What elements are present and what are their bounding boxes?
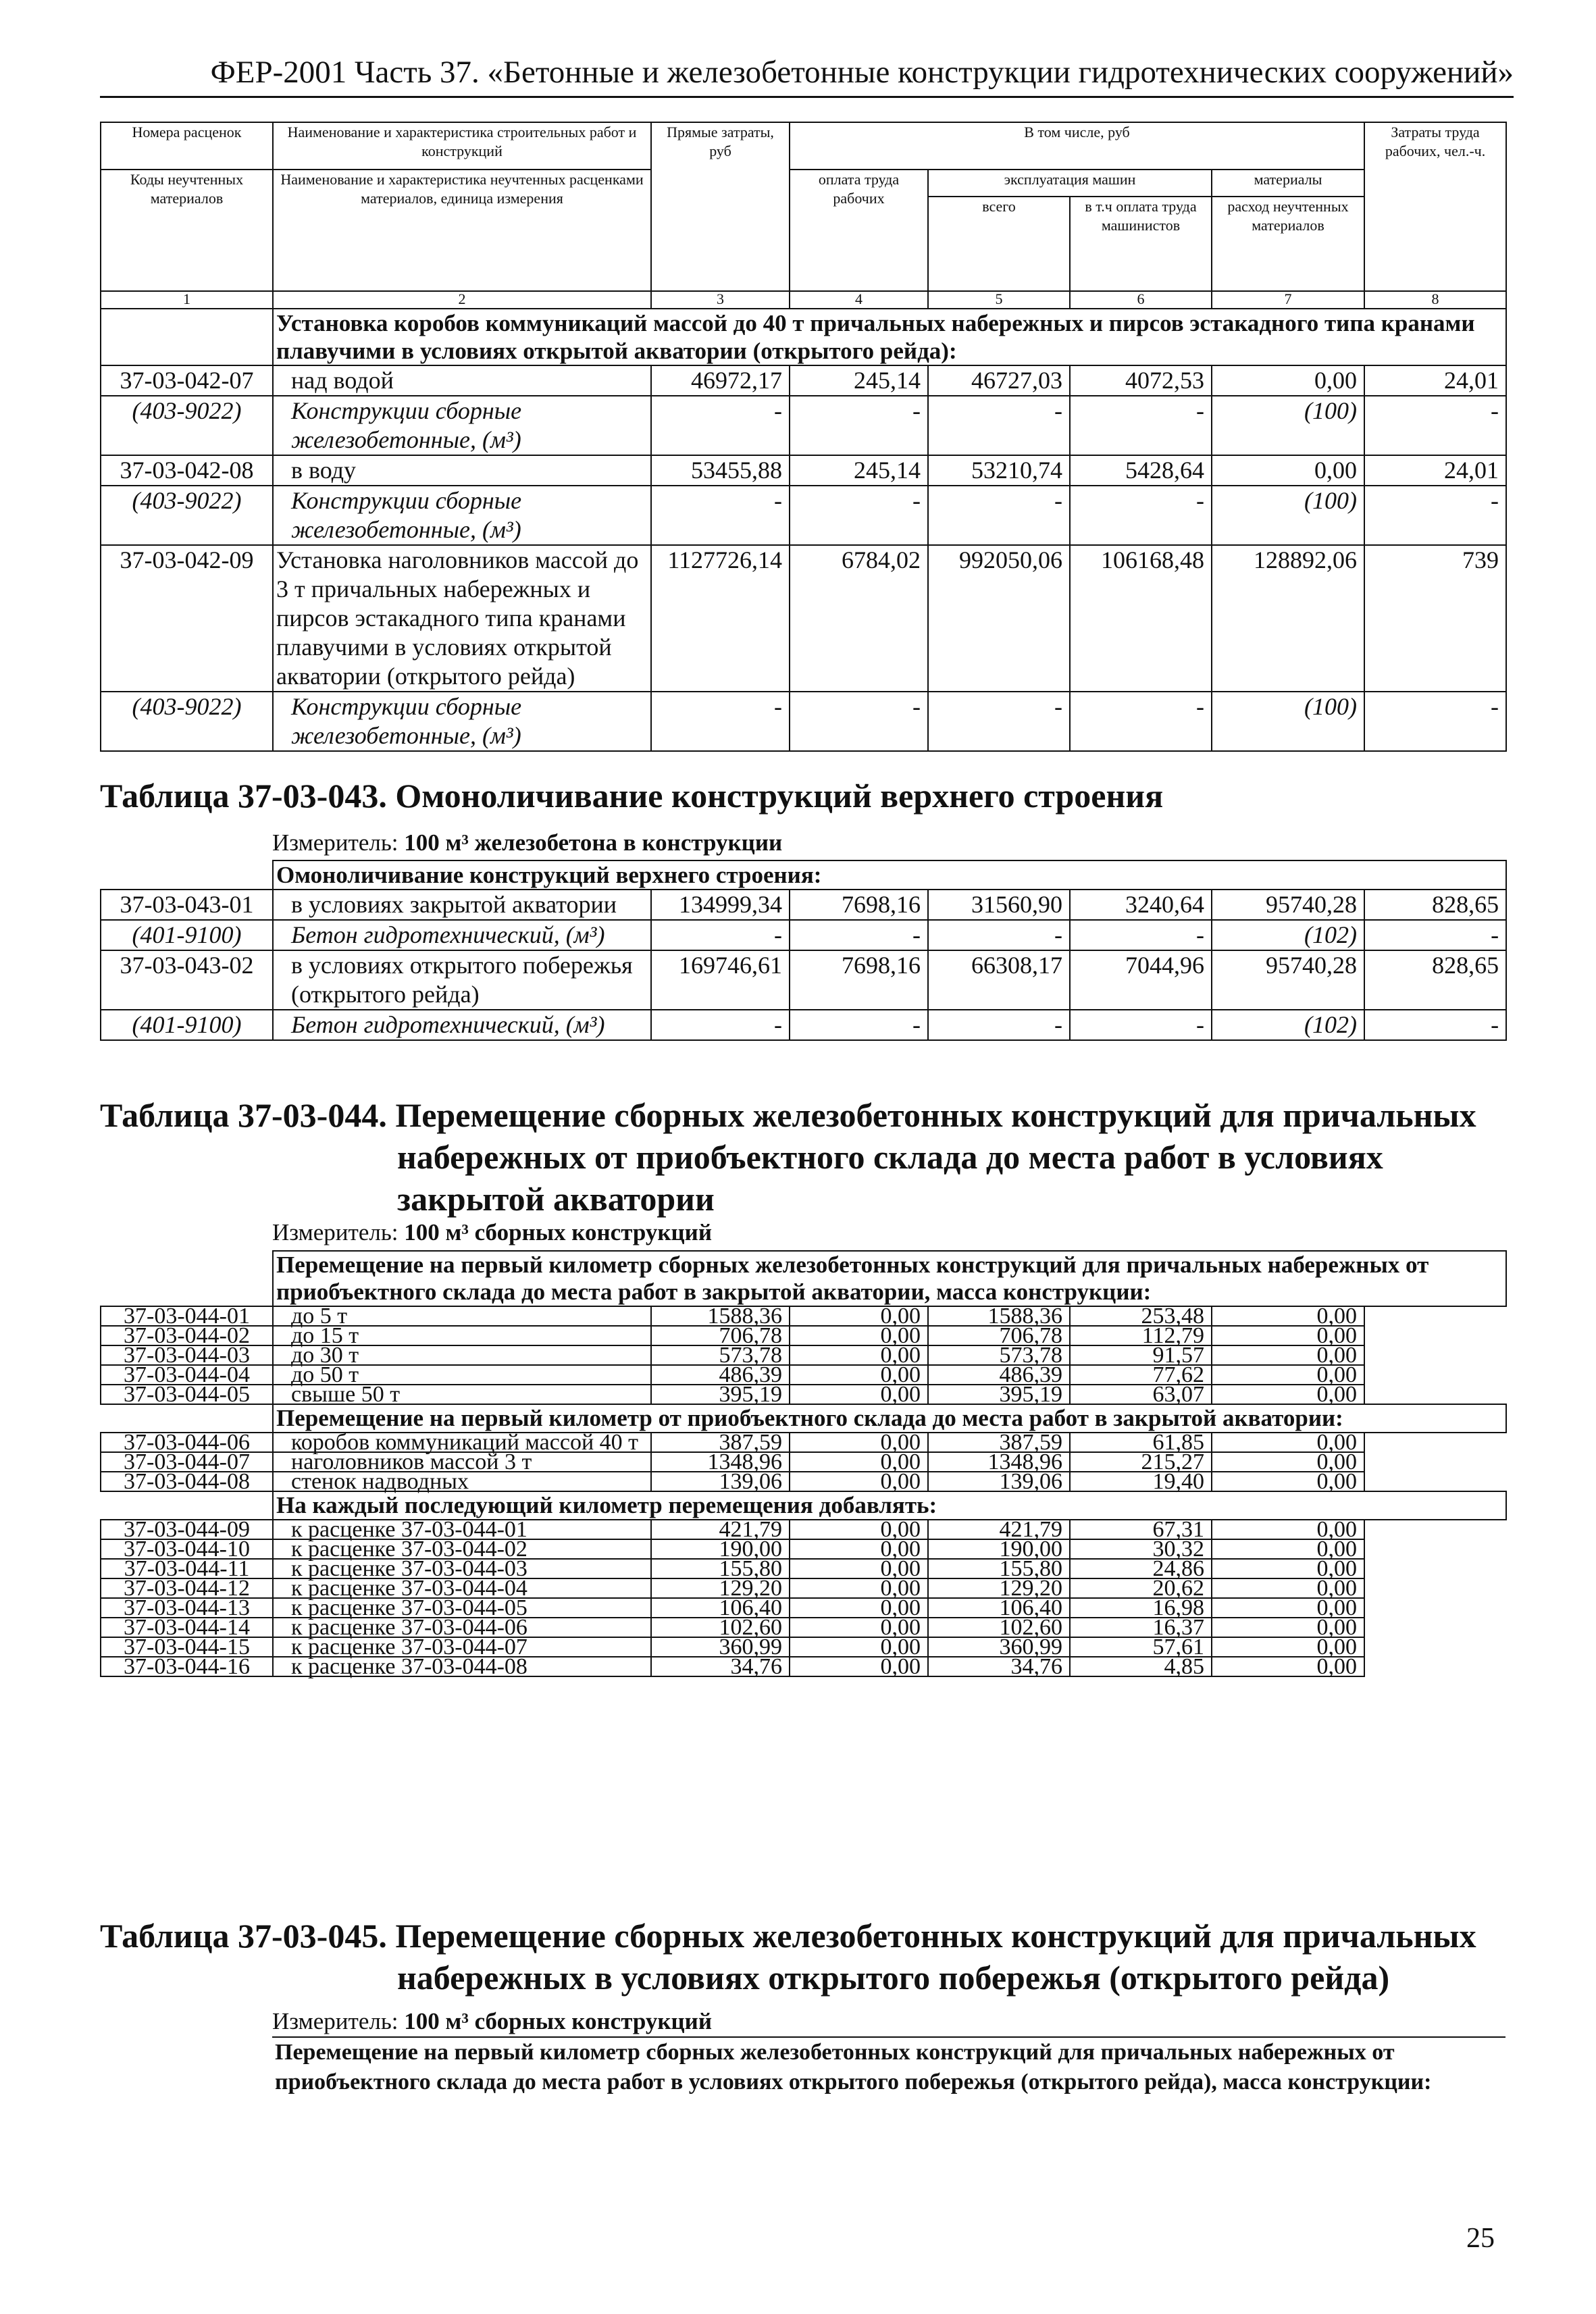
operators-cost: 4,85: [1070, 1657, 1212, 1676]
col5-machines-total: всего: [928, 197, 1070, 291]
rate-name: в условиях закрытой акватории: [273, 890, 651, 920]
table-044-title: [100, 1094, 1476, 1220]
rate-name: до 5 т: [273, 1306, 651, 1326]
operators-cost: 20,62: [1070, 1578, 1212, 1598]
col2-bottom: Наименование и характеристика неучтенных расценками материалов, единица измерения: [273, 170, 651, 291]
material-dash: -: [651, 920, 790, 950]
rate-name: до 15 т: [273, 1326, 651, 1345]
rate-name: в условиях открытого побережья (открытого рейда): [273, 950, 651, 1010]
col7-materials: расход неучтенных материалов: [1212, 197, 1364, 291]
labor-hours: 828,65: [1364, 950, 1506, 1010]
machines-cost: 360,99: [928, 1637, 1070, 1657]
table-row: [101, 1657, 1506, 1676]
materials-cost: 0,00: [1212, 1365, 1364, 1385]
rate-name: в воду: [273, 455, 651, 486]
direct-cost: 139,06: [651, 1472, 790, 1491]
machines-cost: 66308,17: [928, 950, 1070, 1010]
operators-cost: 16,98: [1070, 1598, 1212, 1618]
machines-cost: 139,06: [928, 1472, 1070, 1491]
material-dash: -: [1070, 692, 1212, 751]
rate-code: 37-03-044-13: [101, 1598, 273, 1618]
material-dash: -: [1364, 486, 1506, 545]
measure-value: 100 м³ сборных конструкций: [404, 2008, 713, 2034]
machines-cost: 106,40: [928, 1598, 1070, 1618]
material-dash: -: [790, 486, 928, 545]
material-dash: -: [1070, 396, 1212, 455]
materials-cost: 0,00: [1212, 1306, 1364, 1326]
rate-code: 37-03-042-08: [101, 455, 273, 486]
material-dash: -: [928, 920, 1070, 950]
operators-cost: 112,79: [1070, 1326, 1212, 1345]
material-name: Бетон гидротехнический, (м³): [273, 920, 651, 950]
header-rule: [100, 96, 1514, 98]
labor-hours: 739: [1364, 545, 1506, 692]
direct-cost: 102,60: [651, 1618, 790, 1637]
direct-cost: 486,39: [651, 1365, 790, 1385]
running-header: ФЕР-2001 Часть 37. «Бетонные и железобетонные конструкции гидротехнических сооружений»: [210, 55, 1514, 90]
measure-label: Измеритель:: [272, 829, 398, 856]
machines-cost: 992050,06: [928, 545, 1070, 692]
table-043-measure: [272, 829, 782, 856]
operators-cost: 16,37: [1070, 1618, 1212, 1637]
table-045: [272, 2036, 1505, 2097]
materials-cost: 0,00: [1212, 1637, 1364, 1657]
materials-cost: 0,00: [1212, 1657, 1364, 1676]
title-line: набережных от приобъектного склада до места работ в условиях: [397, 1138, 1383, 1176]
direct-cost: 573,78: [651, 1345, 790, 1365]
rate-name: свыше 50 т: [273, 1385, 651, 1404]
material-dash: -: [1364, 396, 1506, 455]
table-044-measure: [272, 1219, 712, 1246]
material-quantity: (102): [1212, 1010, 1364, 1040]
direct-cost: 190,00: [651, 1539, 790, 1559]
direct-cost: 1127726,14: [651, 545, 790, 692]
labor-hours: 828,65: [1364, 890, 1506, 920]
page-number: 25: [1466, 2223, 1495, 2254]
machines-cost: 155,80: [928, 1559, 1070, 1578]
title-line: Таблица 37-03-044. Перемещение сборных железобетонных конструкций для причальных: [100, 1096, 1476, 1134]
group-materials: материалы: [1212, 170, 1364, 197]
materials-cost: 0,00: [1212, 1452, 1364, 1472]
rate-code: 37-03-044-05: [101, 1385, 273, 1404]
title-line: набережных в условиях открытого побережья (открытого рейда): [397, 1959, 1390, 1997]
material-dash: -: [1070, 486, 1212, 545]
material-quantity: (100): [1212, 486, 1364, 545]
rate-name: Установка наголовников массой до 3 т причальных набережных и пирсов эстакадного типа кранами плавучими в условиях открытой акватории (открытого рейда): [273, 545, 651, 692]
material-dash: -: [928, 486, 1070, 545]
labor-cost: 245,14: [790, 455, 928, 486]
rate-name: стенок надводных: [273, 1472, 651, 1491]
labor-hours: 24,01: [1364, 365, 1506, 396]
materials-cost: 0,00: [1212, 1385, 1364, 1404]
col3-direct: Прямые затраты, руб: [651, 122, 790, 291]
materials-cost: 0,00: [1212, 1618, 1364, 1637]
direct-cost: 395,19: [651, 1385, 790, 1404]
direct-cost: 360,99: [651, 1637, 790, 1657]
material-dash: -: [790, 1010, 928, 1040]
rate-name: к расценке 37-03-044-07: [273, 1637, 651, 1657]
labor-cost: 7698,16: [790, 950, 928, 1010]
labor-cost: 0,00: [790, 1539, 928, 1559]
direct-cost: 53455,88: [651, 455, 790, 486]
measure-label: Измеритель:: [272, 1219, 398, 1245]
labor-cost: 0,00: [790, 1657, 928, 1676]
rate-name: к расценке 37-03-044-06: [273, 1618, 651, 1637]
material-dash: -: [790, 920, 928, 950]
materials-cost: 0,00: [1212, 1345, 1364, 1365]
labor-cost: 0,00: [790, 1433, 928, 1452]
operators-cost: 24,86: [1070, 1559, 1212, 1578]
machines-cost: 706,78: [928, 1326, 1070, 1345]
group-machines: эксплуатация машин: [928, 170, 1212, 197]
materials-cost: 0,00: [1212, 1472, 1364, 1491]
machines-cost: 46727,03: [928, 365, 1070, 396]
materials-cost: 95740,28: [1212, 890, 1364, 920]
table-043-title: Таблица 37-03-043. Омоноличивание конструкций верхнего строения: [100, 777, 1164, 815]
operators-cost: 63,07: [1070, 1385, 1212, 1404]
operators-cost: 7044,96: [1070, 950, 1212, 1010]
operators-cost: 5428,64: [1070, 455, 1212, 486]
table-045-measure: [272, 2008, 712, 2035]
table-045-title: [100, 1915, 1476, 1999]
machines-cost: 31560,90: [928, 890, 1070, 920]
machines-cost: 486,39: [928, 1365, 1070, 1385]
measure-value: 100 м³ железобетона в конструкции: [404, 829, 783, 856]
rate-name: над водой: [273, 365, 651, 396]
direct-cost: 134999,34: [651, 890, 790, 920]
rate-code: 37-03-044-10: [101, 1539, 273, 1559]
col1-top: Номера расценок: [101, 122, 273, 170]
materials-cost: 95740,28: [1212, 950, 1364, 1010]
rate-name: к расценке 37-03-044-03: [273, 1559, 651, 1578]
labor-cost: 0,00: [790, 1326, 928, 1345]
machines-cost: 1348,96: [928, 1452, 1070, 1472]
machines-cost: 53210,74: [928, 455, 1070, 486]
operators-cost: 4072,53: [1070, 365, 1212, 396]
rate-code: 37-03-043-02: [101, 950, 273, 1010]
rate-name: к расценке 37-03-044-04: [273, 1578, 651, 1598]
operators-cost: 253,48: [1070, 1306, 1212, 1326]
material-code: (403-9022): [101, 692, 273, 751]
rate-code: 37-03-044-02: [101, 1326, 273, 1345]
machines-cost: 34,76: [928, 1657, 1070, 1676]
rate-name: коробов коммуникаций массой 40 т: [273, 1433, 651, 1452]
material-name: Конструкции сборные железобетонные, (м³): [273, 486, 651, 545]
material-quantity: (100): [1212, 692, 1364, 751]
direct-cost: 1588,36: [651, 1306, 790, 1326]
labor-cost: 0,00: [790, 1578, 928, 1598]
material-dash: -: [651, 1010, 790, 1040]
material-name: Конструкции сборные железобетонные, (м³): [273, 396, 651, 455]
labor-cost: 0,00: [790, 1598, 928, 1618]
labor-cost: 0,00: [790, 1637, 928, 1657]
section-heading: Перемещение на первый километр сборных железобетонных конструкций для причальных набережных от приобъектного склада до места работ в закрытой акватории, масса конструкции:: [273, 1251, 1506, 1306]
material-dash: -: [1364, 1010, 1506, 1040]
col2-top: Наименование и характеристика строительных работ и конструкций: [273, 122, 651, 170]
material-code: (401-9100): [101, 920, 273, 950]
rate-code: 37-03-044-09: [101, 1520, 273, 1539]
section-heading: На каждый последующий километр перемещения добавлять:: [273, 1491, 1506, 1520]
rate-name: к расценке 37-03-044-01: [273, 1520, 651, 1539]
operators-cost: 91,57: [1070, 1345, 1212, 1365]
rate-name: к расценке 37-03-044-08: [273, 1657, 651, 1676]
col-number: 1: [101, 291, 273, 309]
section-heading: Омоноличивание конструкций верхнего строения:: [273, 860, 1506, 890]
measure-value: 100 м³ сборных конструкций: [404, 1219, 713, 1245]
operators-cost: 106168,48: [1070, 545, 1212, 692]
direct-cost: 106,40: [651, 1598, 790, 1618]
operators-cost: 77,62: [1070, 1365, 1212, 1385]
title-line: закрытой акватории: [397, 1180, 715, 1218]
materials-cost: 0,00: [1212, 1559, 1364, 1578]
rate-code: 37-03-044-06: [101, 1433, 273, 1452]
materials-cost: 0,00: [1212, 1598, 1364, 1618]
operators-cost: 67,31: [1070, 1520, 1212, 1539]
operators-cost: 61,85: [1070, 1433, 1212, 1452]
group-including: В том числе, руб: [790, 122, 1364, 170]
materials-cost: 128892,06: [1212, 545, 1364, 692]
col-number: 2: [273, 291, 651, 309]
labor-cost: 0,00: [790, 1559, 928, 1578]
labor-cost: 6784,02: [790, 545, 928, 692]
materials-cost: 0,00: [1212, 1578, 1364, 1598]
labor-cost: 245,14: [790, 365, 928, 396]
labor-cost: 0,00: [790, 1306, 928, 1326]
direct-cost: 387,59: [651, 1433, 790, 1452]
material-dash: -: [1070, 920, 1212, 950]
material-dash: -: [1070, 1010, 1212, 1040]
labor-cost: 0,00: [790, 1520, 928, 1539]
operators-cost: 57,61: [1070, 1637, 1212, 1657]
material-dash: -: [651, 692, 790, 751]
material-name: Конструкции сборные железобетонные, (м³): [273, 692, 651, 751]
operators-cost: 215,27: [1070, 1452, 1212, 1472]
rate-name: до 50 т: [273, 1365, 651, 1385]
material-dash: -: [1364, 920, 1506, 950]
rate-code: 37-03-044-12: [101, 1578, 273, 1598]
section-heading: Установка коробов коммуникаций массой до 40 т причальных набережных и пирсов эстакадного типа кранами плавучими в условиях открытой акватории (открытого рейда):: [273, 309, 1506, 365]
rate-code: 37-03-044-07: [101, 1452, 273, 1472]
table-row: [101, 1385, 1506, 1404]
rate-code: 37-03-044-08: [101, 1472, 273, 1491]
material-dash: -: [790, 396, 928, 455]
direct-cost: 129,20: [651, 1578, 790, 1598]
rate-code: 37-03-042-07: [101, 365, 273, 396]
col-number: 3: [651, 291, 790, 309]
rate-code: 37-03-044-15: [101, 1637, 273, 1657]
col-number: 6: [1070, 291, 1212, 309]
material-code: (403-9022): [101, 396, 273, 455]
direct-cost: 155,80: [651, 1559, 790, 1578]
operators-cost: 19,40: [1070, 1472, 1212, 1491]
direct-cost: 34,76: [651, 1657, 790, 1676]
table-042-tail: [100, 308, 1507, 752]
table-043: [100, 860, 1507, 1041]
col-number: 8: [1364, 291, 1506, 309]
material-dash: -: [790, 692, 928, 751]
labor-cost: 0,00: [790, 1345, 928, 1365]
materials-cost: 0,00: [1212, 1326, 1364, 1345]
material-dash: -: [651, 396, 790, 455]
material-dash: -: [928, 1010, 1070, 1040]
materials-cost: 0,00: [1212, 1539, 1364, 1559]
materials-cost: 0,00: [1212, 1520, 1364, 1539]
col-number: 5: [928, 291, 1070, 309]
direct-cost: 46972,17: [651, 365, 790, 396]
operators-cost: 3240,64: [1070, 890, 1212, 920]
col1-bottom: Коды неучтенных материалов: [101, 170, 273, 291]
rate-name: до 30 т: [273, 1345, 651, 1365]
machines-cost: 190,00: [928, 1539, 1070, 1559]
section-heading: Перемещение на первый километр сборных железобетонных конструкций для причальных набережных от приобъектного склада до места работ в условиях открытого побережья (открытого рейда), масса конструкции:: [272, 2037, 1505, 2097]
rate-name: к расценке 37-03-044-05: [273, 1598, 651, 1618]
rate-code: 37-03-043-01: [101, 890, 273, 920]
materials-cost: 0,00: [1212, 1433, 1364, 1452]
rate-code: 37-03-044-16: [101, 1657, 273, 1676]
labor-cost: 0,00: [790, 1452, 928, 1472]
machines-cost: 129,20: [928, 1578, 1070, 1598]
rate-name: наголовников массой 3 т: [273, 1452, 651, 1472]
machines-cost: 387,59: [928, 1433, 1070, 1452]
machines-cost: 395,19: [928, 1385, 1070, 1404]
rate-code: 37-03-044-14: [101, 1618, 273, 1637]
material-dash: -: [928, 692, 1070, 751]
labor-cost: 7698,16: [790, 890, 928, 920]
rate-code: 37-03-044-03: [101, 1345, 273, 1365]
title-line: Таблица 37-03-045. Перемещение сборных железобетонных конструкций для причальных: [100, 1917, 1476, 1955]
machines-cost: 573,78: [928, 1345, 1070, 1365]
material-dash: -: [928, 396, 1070, 455]
section-heading: Перемещение на первый километр от приобъектного склада до места работ в закрытой акватории:: [273, 1404, 1506, 1433]
direct-cost: 421,79: [651, 1520, 790, 1539]
material-quantity: (102): [1212, 920, 1364, 950]
material-dash: -: [651, 486, 790, 545]
material-code: (401-9100): [101, 1010, 273, 1040]
table-044: [100, 1250, 1507, 1677]
column-header-table: [100, 122, 1507, 309]
direct-cost: 169746,61: [651, 950, 790, 1010]
col-number: 7: [1212, 291, 1364, 309]
col6-operators: в т.ч оплата труда машинистов: [1070, 197, 1212, 291]
machines-cost: 1588,36: [928, 1306, 1070, 1326]
material-quantity: (100): [1212, 396, 1364, 455]
measure-label: Измеритель:: [272, 2008, 398, 2034]
rate-code: 37-03-042-09: [101, 545, 273, 692]
col-number: 4: [790, 291, 928, 309]
material-code: (403-9022): [101, 486, 273, 545]
col8-hours: Затраты труда рабочих, чел.-ч.: [1364, 122, 1506, 291]
direct-cost: 1348,96: [651, 1452, 790, 1472]
labor-hours: 24,01: [1364, 455, 1506, 486]
rate-code: 37-03-044-04: [101, 1365, 273, 1385]
materials-cost: 0,00: [1212, 365, 1364, 396]
machines-cost: 102,60: [928, 1618, 1070, 1637]
rate-code: 37-03-044-11: [101, 1559, 273, 1578]
operators-cost: 30,32: [1070, 1539, 1212, 1559]
direct-cost: 706,78: [651, 1326, 790, 1345]
materials-cost: 0,00: [1212, 455, 1364, 486]
rate-name: к расценке 37-03-044-02: [273, 1539, 651, 1559]
rate-code: 37-03-044-01: [101, 1306, 273, 1326]
table-row: [101, 1472, 1506, 1491]
machines-cost: 421,79: [928, 1520, 1070, 1539]
material-dash: -: [1364, 692, 1506, 751]
labor-cost: 0,00: [790, 1365, 928, 1385]
labor-cost: 0,00: [790, 1472, 928, 1491]
col4-labor: оплата труда рабочих: [790, 170, 928, 291]
material-name: Бетон гидротехнический, (м³): [273, 1010, 651, 1040]
labor-cost: 0,00: [790, 1385, 928, 1404]
labor-cost: 0,00: [790, 1618, 928, 1637]
